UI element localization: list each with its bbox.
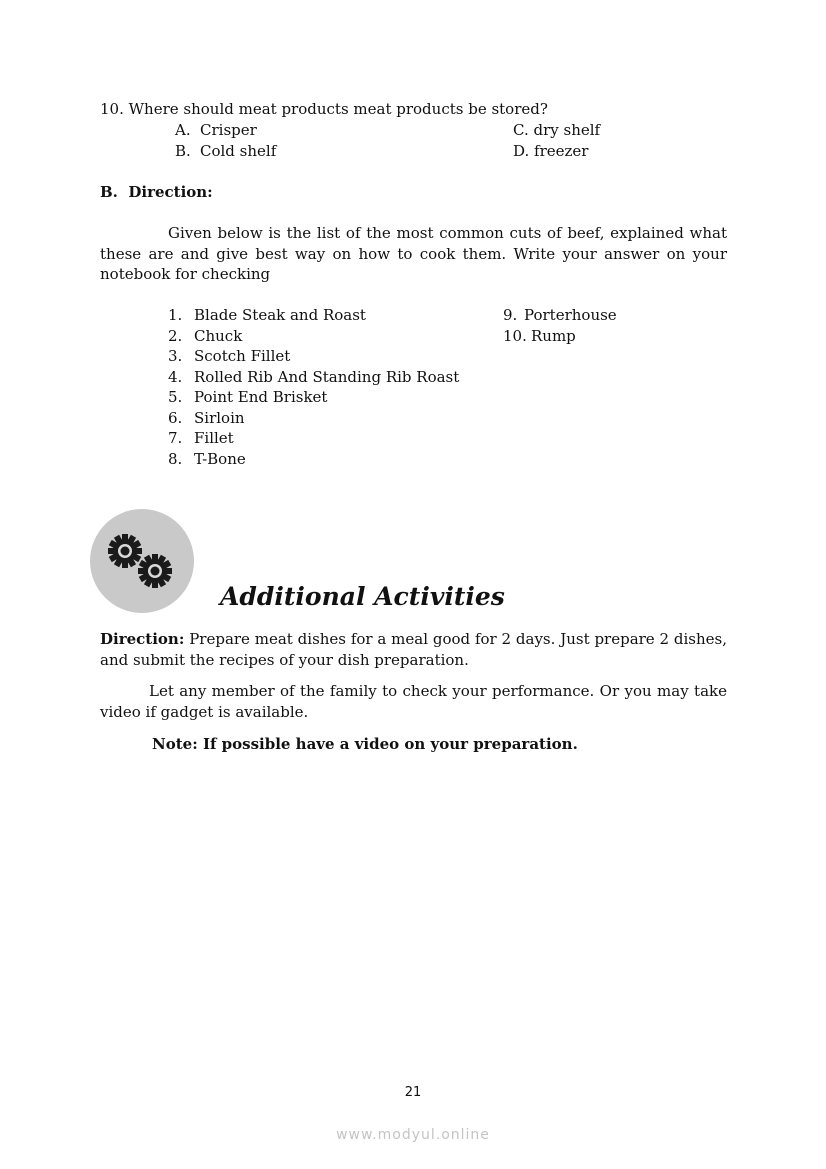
question-10-text: 10. Where should meat products meat products be stored? — [100, 100, 548, 118]
page-number: 21 — [404, 1085, 422, 1100]
additional-paragraph: Let any member of the family to check your performance. Or you may take video if gadget is available. — [100, 682, 727, 721]
section-b-heading: B. Direction: — [100, 183, 213, 201]
additional-direction: Direction: Prepare meat dishes for a meal good for 2 days. Just prepare 2 dishes, and submit the recipes of your dish preparation. — [100, 630, 727, 669]
video-note: Note: If possible have a video on your preparation. — [152, 735, 578, 753]
list-item: 10. Rump — [503, 326, 576, 345]
list-item: 5. Point End Brisket — [168, 388, 328, 406]
list-item: 3. Scotch Fillet — [168, 347, 291, 365]
list-item: 9. Porterhouse — [503, 306, 617, 324]
gears-svg — [90, 509, 194, 613]
beef-cuts-list-left — [168, 305, 459, 469]
list-item: 2. Chuck — [168, 326, 243, 345]
list-item: 6. Sirloin — [168, 408, 245, 427]
section-b-instructions: Given below is the list of the most common cuts of beef, explained what these are and give best way on how to cook them. Write your answer on your notebook for checking — [100, 224, 727, 283]
gears-icon — [90, 509, 194, 613]
option-c: C. dry shelf — [513, 121, 601, 139]
watermark: www.modyul.online — [336, 1127, 490, 1143]
list-item: 7. Fillet — [168, 429, 234, 447]
option-b: B. Cold shelf — [175, 142, 277, 160]
additional-activities-heading: Additional Activities — [220, 582, 505, 611]
option-d: D. freezer — [513, 142, 589, 160]
list-item: 8. T-Bone — [168, 449, 246, 468]
list-item: 1. Blade Steak and Roast — [168, 306, 366, 324]
beef-cuts-list-right — [503, 305, 617, 346]
list-item: 4. Rolled Rib And Standing Rib Roast — [168, 367, 460, 386]
option-a: A. Crisper — [175, 121, 257, 139]
